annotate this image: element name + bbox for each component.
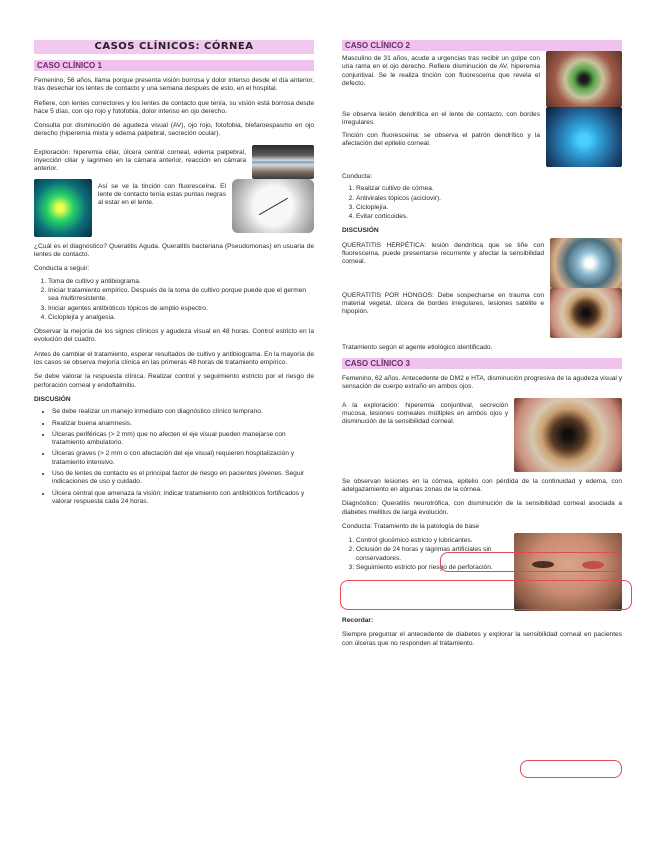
case3-conducta-item: 2. Oclusión de 24 horas y lágrimas artificiales sin conservadores. <box>356 546 508 563</box>
case3-row-1 <box>342 398 622 472</box>
conducta-item: 4. Cicloplejía y analgesia. <box>48 314 314 322</box>
case2-text-block <box>342 107 540 152</box>
case1-paragraph-6: ¿Cuál es el diagnóstico? Queratitis Aguda. Queratitis bacteriana (Pseudomonas) en usuaria de lentes de contacto. <box>34 242 314 259</box>
case3-paragraph-1: Femenino, 62 años. Antecedente de DM2 e HTA, disminución progresiva de la agudeza visual y sensación de cuerpo extraño en ambos ojos. <box>342 375 622 391</box>
case1-fluorescein-row <box>34 179 314 237</box>
case2-discusion-1: QUERATITIS HERPÉTICA: lesión dendrítica que se tiñe con fluoresceína, puede presentarse recurrente y afectar la sensibilidad corneal. <box>342 241 544 266</box>
fluorescein-eye-photo <box>34 179 92 237</box>
case3-paragraph-3: Se observan lesiones en la córnea, epitelio con pérdida de la continuidad y edema, con adelgazamiento en algunas zonas de la córnea. <box>342 477 622 493</box>
herpetic-eye-photo <box>550 238 622 288</box>
fungal-eye-photo <box>550 288 622 338</box>
patient-face-photo <box>514 533 622 611</box>
case2-conducta-item: 2. Antivirales tópicos (aciclovir). <box>356 195 622 203</box>
case2-conducta-list <box>342 185 622 221</box>
case2-conducta-item: 1. Realizar cultivo de córnea. <box>356 185 622 193</box>
case3-conducta-heading: Conducta: Tratamiento de la patología de base <box>342 522 480 530</box>
case1-paragraph-5: Así se ve la tinción con fluoresceína. El lente de contacto tenía estas puntas negras al estar en el lente. <box>98 182 226 207</box>
recordar-highlight <box>520 760 622 778</box>
case3-paragraph-2: A la exploración: hiperemia conjuntival, secreción mucosa, lesiones corneales múltiples en ambos ojos y disminución de la sensibilidad corneal. <box>342 401 508 426</box>
case2-discusion-row-2 <box>342 288 622 338</box>
case3-conducta-item: 3. Seguimiento estricto por riesgo de perforación. <box>356 564 508 572</box>
case2-paragraph-1: Masculino de 31 años, acude a urgencias tras recibir un golpe con una rama en el ojo derecho. Refiere disminución de AV, hiperemia conjuntival. Se le realiza tinción con fluoresceína que revela el defecto. <box>342 55 540 87</box>
case1-paragraph-2: Refiere, con lentes correctores y los lentes de contacto que tenía, su visión está borrosa desde hace 5 días, con ojo rojo y fotofobia, dolor intenso en ojo derecho. <box>34 99 314 115</box>
discusion-item: • Uso de lentes de contacto es el principal factor de riesgo en pacientes jóvenes. Seguir indicaciones de uso y cuidado. <box>52 470 314 487</box>
left-column <box>34 40 314 510</box>
case2-discusion-2: QUERATITIS POR HONGOS: Debe sospecharse en trauma con material vegetal, úlcera de bordes irregulares, lesiones satélite e hipopión. <box>342 291 544 316</box>
case2-paragraph-2: Se observa lesión dendrítica en el lente de contacto, con bordes irregulares. <box>342 111 540 127</box>
neurotrophic-eye-photo <box>514 398 622 472</box>
discusion-heading: DISCUSIÓN <box>34 395 71 403</box>
discusion-item: • Realizar buena anamnesis. <box>52 420 314 428</box>
case2-heading: CASO CLÍNICO 2 <box>342 40 622 51</box>
case3-heading: CASO CLÍNICO 3 <box>342 358 622 369</box>
case2-discusion-heading: DISCUSIÓN <box>342 227 379 235</box>
case1-paragraph-9: Se debe valorar la respuesta clínica. Realizar control y seguimiento estricto por el riesgo de perforación corneal y endoftalmitis. <box>34 373 314 389</box>
conducta-item: 2. Iniciar tratamiento empírico. Después de la toma de cultivo porque puede que el germen sea multirresistente. <box>48 287 314 304</box>
case2-paragraph-3: Tinción con fluoresceína: se observa el patrón dendrítico y la afectación del epitelio corneal. <box>342 131 540 147</box>
case3-conducta-item: 1. Control glucémico estricto y lubricantes. <box>356 537 508 545</box>
case1-paragraph-7: Observar la mejoría de los signos clínicos y agudeza visual en 48 horas. Control estricto en la evolución del cuadro. <box>34 328 314 344</box>
right-column <box>342 40 622 654</box>
case1-paragraph-4: Exploración: hiperemia ciliar, úlcera central corneal, edema palpebral, inyección ciliar y lagrimeo en la cámara anterior, reacción en cámara anterior. <box>34 148 246 173</box>
page-title: CASOS CLÍNICOS: CÓRNEA <box>34 40 314 54</box>
case2-discusion-3: Tratamiento según el agente etiológico identificado. <box>342 343 493 351</box>
case1-paragraph-8: Antes de cambiar el tratamiento, esperar resultados de cultivo y antibiograma. En la mayoría de los casos se observa mejoría clínica en las primeras 48 horas de tratamiento empírico. <box>34 350 314 367</box>
discusion-item: • Úlceras periféricas (> 2 mm) que no afecten el eje visual pueden manejarse con tratamiento ambulatorio. <box>52 431 314 448</box>
case3-paragraph-4: Diagnóstico: Queratitis neurotrófica, con disminución de la sensibilidad corneal asociada a diabetes mellitus de larga evolución. <box>342 500 622 516</box>
discusion-item: • Se debe realizar un manejo inmediato con diagnóstico clínico temprano. <box>52 408 314 416</box>
conducta-item: 3. Iniciar agentes antibióticos tópicos de amplio espectro. <box>48 305 314 313</box>
discusion-item: • Úlcera central que amenaza la visión: indicar tratamiento con antibióticos fortificados y valorar respuesta cada 24 horas. <box>52 490 314 507</box>
case1-paragraph-3: Consulta por disminución de agudeza visual (AV), ojo rojo, fotofobia, blefaroespasmo en ojo derecho (hiperemia mixta y edema palpebral, secreción ocular). <box>34 122 314 138</box>
eye-side-photo <box>252 145 314 179</box>
conducta-heading: Conducta a seguir: <box>34 265 90 273</box>
dendritic-eye-photo <box>546 107 622 167</box>
case3-conducta-list <box>342 537 508 573</box>
case2-conducta-heading: Conducta: <box>342 173 373 180</box>
case3-recordar: Siempre preguntar el antecedente de diabetes y explorar la sensibilidad corneal en pacientes con úlceras que no responden al tratamiento. <box>342 631 622 647</box>
conducta-item: 1. Toma de cultivo y antibiograma. <box>48 278 314 286</box>
contact-lens-photo <box>232 179 314 233</box>
case2-conducta-item: 3. Cicloplejía. <box>356 204 622 212</box>
case2-row-2 <box>342 107 622 167</box>
discusion-list <box>34 408 314 506</box>
trauma-eye-photo <box>546 51 622 107</box>
case2-discusion-row-1 <box>342 238 622 288</box>
case3-conducta-row <box>342 533 622 611</box>
conducta-list <box>34 278 314 322</box>
case2-row-1 <box>342 51 622 107</box>
case3-recordar-heading: Recordar: <box>342 617 374 625</box>
case1-exploration-row <box>34 145 314 179</box>
case1-intro: Femenino, 56 años, llama porque presenta visión borrosa y dolor intenso desde el día anterior, tras desechar los lentes de contacto y una semana después de esto, en el hospital. <box>34 77 314 93</box>
case2-conducta-item: 4. Evitar corticoides. <box>356 213 622 221</box>
discusion-item: • Úlceras graves (> 2 mm o con afectación del eje visual) requieren hospitalización y tratamiento intensivo. <box>52 450 314 467</box>
case1-heading: CASO CLÍNICO 1 <box>34 60 314 71</box>
